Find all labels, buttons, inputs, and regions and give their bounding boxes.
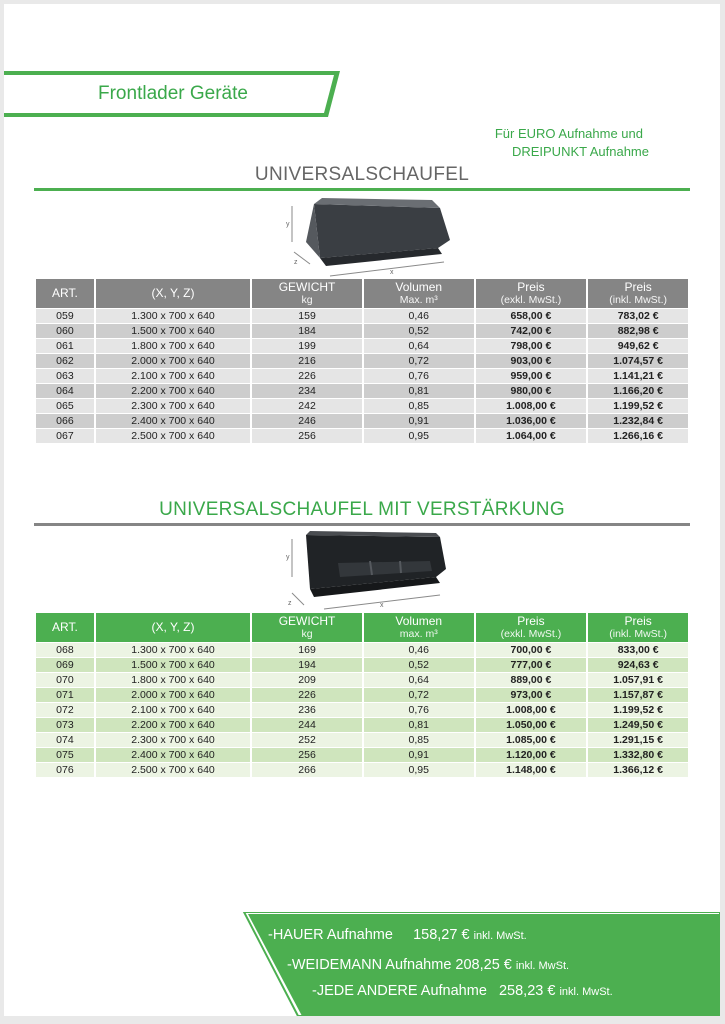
table-row: 062 2.000 x 700 x 640 216 0,72 903,00 € 1.074,57 € — [36, 354, 688, 368]
other-mount-line: -JEDE ANDERE Aufnahme 258,23 € inkl. MwSt. — [312, 983, 613, 999]
bucket-diagram-1 — [272, 192, 452, 278]
table-row: 076 2.500 x 700 x 640 266 0,95 1.148,00 € 1.366,12 € — [36, 763, 688, 777]
col-dims: (X, Y, Z) — [96, 279, 250, 308]
axis-x-label: x — [390, 269, 394, 276]
section1-divider — [34, 188, 690, 191]
table-header — [36, 613, 688, 642]
section2-divider — [34, 523, 690, 526]
col-weight: GEWICHT kg — [252, 279, 362, 308]
table-row: 072 2.100 x 700 x 640 236 0,76 1.008,00 € 1.199,52 € — [36, 703, 688, 717]
table-row: 071 2.000 x 700 x 640 226 0,72 973,00 € 1.157,87 € — [36, 688, 688, 702]
title-banner — [4, 71, 340, 117]
table-row: 066 2.400 x 700 x 640 246 0,91 1.036,00 € 1.232,84 € — [36, 414, 688, 428]
catalog-page — [4, 4, 720, 1016]
col-dims: (X, Y, Z) — [96, 613, 250, 642]
col-price-incl: Preis (inkl. MwSt.) — [588, 279, 688, 308]
axis-y-label: y — [286, 221, 290, 228]
col-art: ART. — [36, 279, 94, 308]
mount-note-line2: DREIPUNKT Aufnahme — [511, 144, 649, 159]
table-row: 075 2.400 x 700 x 640 256 0,91 1.120,00 € 1.332,80 € — [36, 748, 688, 762]
hauer-mount-line: -HAUER Aufnahme 158,27 € inkl. MwSt. — [268, 927, 527, 943]
table-row: 073 2.200 x 700 x 640 244 0,81 1.050,00 € 1.249,50 € — [36, 718, 688, 732]
bucket-diagram-2 — [280, 527, 452, 613]
table-header — [36, 279, 688, 308]
price-table-1 — [34, 278, 690, 444]
col-price-excl: Preis (exkl. MwSt.) — [476, 279, 587, 308]
table-row: 068 1.300 x 700 x 640 169 0,46 700,00 € 833,00 € — [36, 643, 688, 657]
table-row: 070 1.800 x 700 x 640 209 0,64 889,00 € 1.057,91 € — [36, 673, 688, 687]
col-volume: Volumen Max. m³ — [364, 279, 474, 308]
price-table-2 — [34, 612, 690, 778]
axis-x-label: x — [380, 602, 384, 609]
weidemann-mount-line: -WEIDEMANN Aufnahme 208,25 € inkl. MwSt. — [287, 957, 570, 973]
mount-note — [494, 125, 649, 161]
mount-options-footer — [240, 912, 720, 1016]
col-price-excl: Preis (exkl. MwSt.) — [476, 613, 587, 642]
table-row: 067 2.500 x 700 x 640 256 0,95 1.064,00 € 1.266,16 € — [36, 429, 688, 443]
col-weight: GEWICHT kg — [252, 613, 362, 642]
mount-note-line1: Für EURO Aufnahme und — [494, 126, 643, 141]
table-row: 063 2.100 x 700 x 640 226 0,76 959,00 € 1.141,21 € — [36, 369, 688, 383]
axis-z-label: z — [288, 600, 292, 607]
col-price-incl: Preis (inkl. MwSt.) — [588, 613, 688, 642]
table-row: 059 1.300 x 700 x 640 159 0,46 658,00 € 783,02 € — [36, 309, 688, 323]
table-row: 069 1.500 x 700 x 640 194 0,52 777,00 € 924,63 € — [36, 658, 688, 672]
page-title: Frontlader Geräte — [98, 83, 248, 104]
axis-z-label: z — [294, 259, 298, 266]
section1-title: UNIVERSALSCHAUFEL — [254, 164, 470, 185]
table-row: 064 2.200 x 700 x 640 234 0,81 980,00 € 1.166,20 € — [36, 384, 688, 398]
col-volume: Volumen max. m³ — [364, 613, 474, 642]
table-row: 060 1.500 x 700 x 640 184 0,52 742,00 € 882,98 € — [36, 324, 688, 338]
axis-y-label: y — [286, 554, 290, 561]
table-row: 065 2.300 x 700 x 640 242 0,85 1.008,00 € 1.199,52 € — [36, 399, 688, 413]
table-row: 061 1.800 x 700 x 640 199 0,64 798,00 € 949,62 € — [36, 339, 688, 353]
table-row: 074 2.300 x 700 x 640 252 0,85 1.085,00 € 1.291,15 € — [36, 733, 688, 747]
section2-title: UNIVERSALSCHAUFEL MIT VERSTÄRKUNG — [159, 499, 565, 520]
col-art: ART. — [36, 613, 94, 642]
